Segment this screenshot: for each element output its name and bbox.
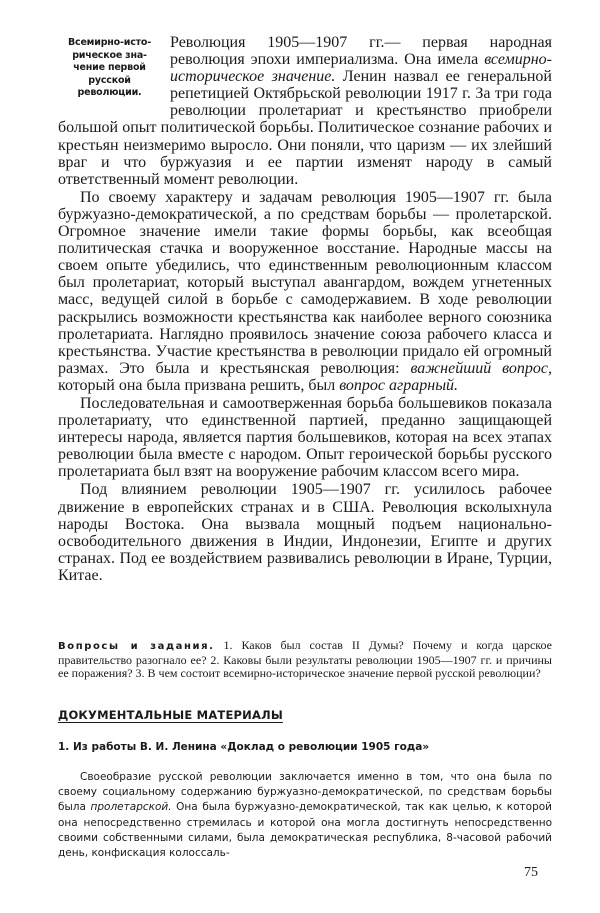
paragraph-3: Последовательная и самоотверженная борьба большевиков показала пролетариату, что единственной партией, преданно защищающей интересы народа, является партия большевиков, которая на всех этапах революции была вместе с народом. Опыт героической борьбы русского пролетариата был взят на вооружение рабочим классом всего мира. [58,394,552,481]
document-excerpt-text-end: Она была буржуазно-демократической, так как целью, к которой она непосредственно стремилась и которой она могла достигнуть непосредственно своими собственными силами, была демократическая республика, 8-часовой рабочий день, конфискация колоссаль- [58,801,552,860]
paragraph-2 [58,189,552,394]
paragraph-1 [58,34,552,188]
document-title: 1. Из работы В. И. Ленина «Доклад о революции 1905 года» [58,741,430,753]
margin-note-line: Всемирно-исто- [67,37,152,48]
questions-text: 1. Каков был состав II Думы? Почему и когда царское правительство разогнало ее? 2. Каковы были результаты революции 1905—1907 гг. и причины ее поражения? 3. В чем состоит всемирно-историческое значение первой русской революции? [58,638,552,681]
margin-note-line: революции. [77,87,142,98]
paragraph-2-text-mid: который она была призвана решить, был [58,376,340,394]
questions-title: Вопросы и задания. [58,641,215,652]
paragraph-4: Под влиянием революции 1905—1907 гг. усилилось рабочее движение в европейских странах и в США. Революция всколыхнула народы Востока. Она вызвала мощный подъем национально-освободительного движения в Индии, Индонезии, Египте и других странах. Под ее воздействием развивались революции в Иране, Турции, Китае. [58,481,552,584]
margin-note-line: русской [88,74,131,86]
documents-heading: ДОКУМЕНТАЛЬНЫЕ МАТЕРИАЛЫ [58,708,283,722]
document-excerpt [58,770,552,861]
paragraph-1-emphasis: всемирно-историческое значение. [170,51,552,86]
paragraph-2-text: По своему характеру и задачам революция 1905—1907 гг. была буржуазно-демократической, а по средствам борьбы — пролетарской. Огромное значение имели такие формы борьбы, как всеобщая политическая стачка и вооруженное восстание. Народные массы на своем опыте убедились, что единственным революционным классом был пролетариат, который выступал авангардом, вождем угнетенных масс, ведущей силой в борьбе с самодержавием. В ходе революции раскрылись возможности крестьянства как наиболее верного союзника пролетариата. Наглядно проявилось значение союза рабочего класса и крестьянства. Участие крестьянства в революции придало ей огромный размах. Это была и крестьянская революция: [58,188,552,377]
questions-block [58,639,552,681]
page-number: 75 [524,865,538,880]
paragraph-1-text: Революция 1905—1907 гг.— первая народная революция эпохи империализма. Она имела [170,34,552,69]
margin-note-line: чение первой [73,62,146,73]
paragraph-1-text-end: Ленин назвал ее генеральной репетицией Октябрьской революции 1917 г. За три года революции пролетариат и крестьянство приобрели большой опыт политической борьбы. Политическое сознание рабочих и крестьян неизмеримо выросло. Они поняли, что царизм — их злейший враг и что буржуазия и ее партии изменят народу в самый ответственный момент революции. [58,68,552,188]
paragraph-2-emphasis-end: вопрос аграрный. [339,376,459,394]
document-excerpt-emphasis: пролетарской. [90,801,172,814]
paragraph-2-emphasis: важнейший вопрос, [410,359,553,377]
main-text [58,34,552,584]
margin-note-line: рическое зна- [72,49,147,61]
document-excerpt-text: Своеобразие русской революции заключается именно в том, что она была по своему социальному содержанию буржуазно-демократической, по средствам борьбы была [58,771,552,814]
